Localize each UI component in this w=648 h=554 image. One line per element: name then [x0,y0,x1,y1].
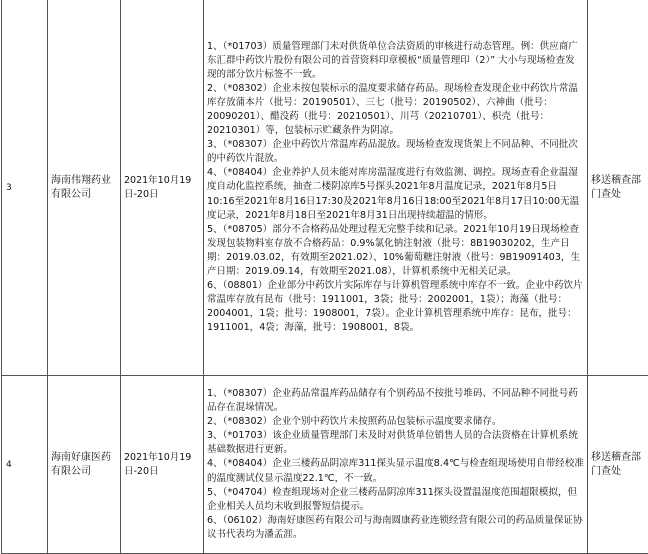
inspection-table [1,0,648,554]
issue-item: 3、（*01703）该企业质量管理部门未及时对供货单位销售人员的合法资格在计算机系统基础数据进行更新。 [207,430,578,456]
inspection-date: 2021年10月19日-20日 [121,0,204,376]
issue-item: 6、（06102）海南好康医药有限公司与海南圆康药业连锁经营有限公司的药品质量保证协议书代表均为潘孟涯。 [207,514,583,540]
company-name: 海南好康医药有限公司 [48,376,121,554]
issue-item: 1、（*01703）质量管理部门未对供货单位合法资质的审核进行动态管理。例：供应商广东汇群中药饮片股份有限公司的首营资料印章模板“质量管理印（2）” 大小与现场检查发现的部分饮片标签不一致。 [207,40,578,80]
issue-item: 1、（*08307）企业药品常温库药品储存有个别药品不按批号堆码、不同品种不同批号药品存在混垛情况。 [207,387,578,414]
handling-result: 移送稽查部门查处 [588,376,648,554]
table-row [2,0,648,376]
table-row [2,376,648,554]
issue-item: 5、（*08705）部分不合格药品处理过程无完整手续和记录。2021年10月19日现场检查发现包装物料室存放不合格药品：0.9%氯化钠注射液（批号：8B19030202，生产日期：2019.03.02，有效期至2021.02）、10%葡萄糖注射液（批号：9B19091403，生产日期：2019.09.14，有效期至2021.08），计算机系统中无相关记录。 [207,223,581,278]
issue-item: 6、（08801）企业部分中药饮片实际库存与计算机管理系统中库存不一致。企业中药饮片常温库存放有昆布（批号：1911001，3袋；批号：2002001，1袋）；海藻（批号：2004001，1袋；批号：1908001，7袋）。企业计算机管理系统中库存：昆布，批号：1911001，4袋；海藻，批号：1908001，8袋。 [207,280,583,334]
issue-item: 3、（*08307）企业中药饮片常温库药品混放。现场检查发现货架上不同品种、不同批次的中药饮片混放。 [207,139,578,165]
row-number: 4 [2,376,48,554]
issues-cell [204,376,588,554]
company-name: 海南伟翔药业有限公司 [48,0,121,376]
issue-item: 2、（*08302）企业未按包装标示的温度要求储存药品。现场检查发现企业中药饮片常温库存放蒲本片（批号：20190501）、三七（批号：20190502）、六神曲（批号：20090201）、醋没药（批号：20210501）、川芎（20210701）、枳壳（批号：20210301）等，包装标示贮藏条件为阴凉。 [207,82,578,137]
issue-item: 5、（*04704）检查组现场对企业三楼药品阴凉库311探头设置温湿度范围超限模拟，但企业相关人员均未收到报警短信提示。 [207,486,578,512]
handling-result: 移送稽查部门查处 [588,0,648,376]
inspection-date: 2021年10月19日-20日 [121,376,204,554]
issue-item: 4、（*08404）企业三楼药品阴凉库311探头显示温度8.4℃与检查组现场使用自带经校准的温度测试仪显示温度22.1℃，不一致。 [207,458,584,484]
issues-cell [204,0,588,376]
row-number: 3 [2,0,48,376]
issue-item: 2、（*08302）企业个别中药饮片未按照药品包装标示温度要求储存。 [207,416,502,428]
issue-item: 4、（*08404）企业养护人员未能对库房温湿度进行有效监测、调控。现场查看企业温湿度自动化监控系统，抽查二楼阴凉库5号探头2021年8月温度记录，2021年8月5日10:16至2021年8月16日17:30及2021年8月16日18:00至2021年8月17日10:00无温度记录，2021年8月18日至2021年8月31日出现持续超温的情形。 [207,167,580,221]
